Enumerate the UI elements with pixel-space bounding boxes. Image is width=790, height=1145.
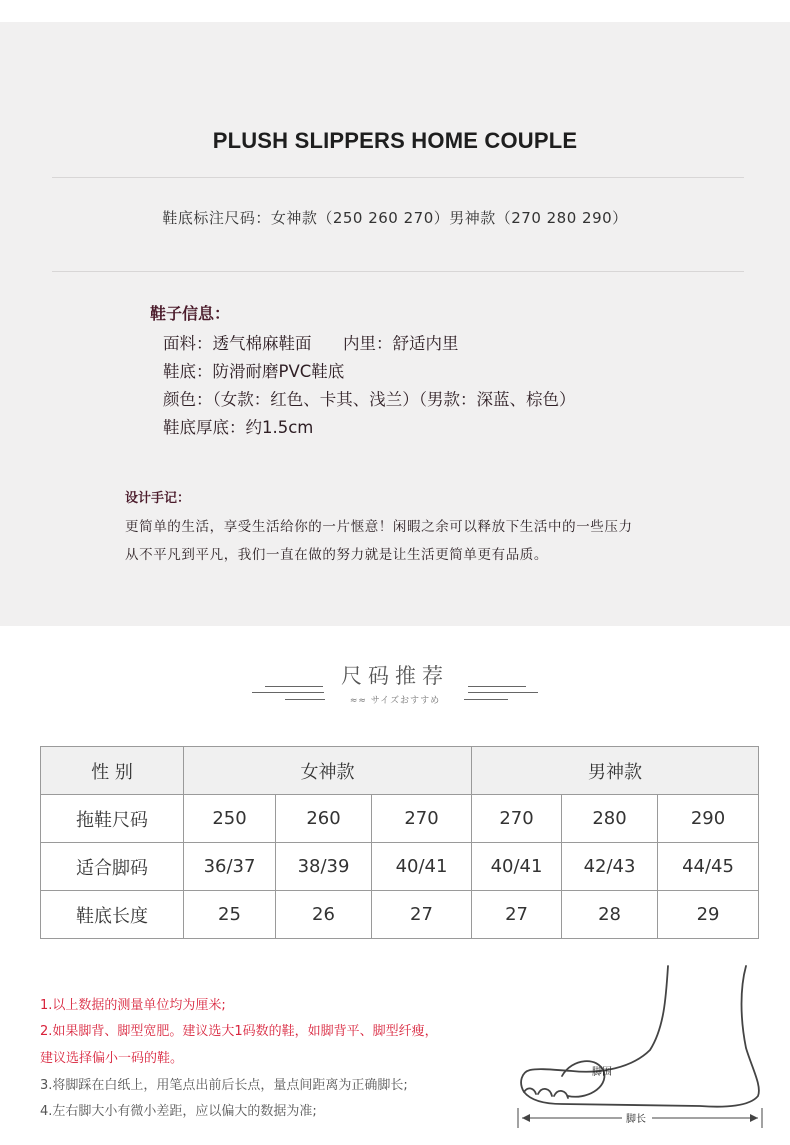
info-panel [0,22,790,626]
page-title: PLUSH SLIPPERS HOME COUPLE [212,128,578,153]
length-label: 脚长 [626,1114,646,1125]
arrow-head-left [522,1114,530,1122]
design-notes-line: 从不平凡到平凡，我们一直在做的努力就是让生活更简单更有品质。 [125,547,548,563]
table-header-cell: 性 别 [41,747,184,795]
table-header-cell: 男神款 [472,747,759,795]
size-table [40,746,759,939]
row-label: 鞋底长度 [41,891,184,939]
table-cell: 260 [276,795,372,843]
decor-line [265,686,323,687]
table-header-cell: 女神款 [184,747,472,795]
size-section-subtitle: ≈≈ サイズおすすめ [349,696,441,706]
table-cell: 38/39 [276,843,372,891]
note-line: 1.以上数据的测量单位均为厘米; [40,998,226,1013]
shoe-info-line: 面料：透气棉麻鞋面 内里：舒适内里 [163,334,459,353]
note-line: 建议选择偏小一码的鞋。 [40,1051,184,1066]
shoe-info-line: 鞋底厚底：约1.5cm [163,418,314,437]
divider [52,271,744,272]
shoe-info-heading: 鞋子信息： [150,304,231,323]
table-cell: 270 [372,795,472,843]
table-cell: 270 [472,795,562,843]
design-notes-line: 更简单的生活，享受生活给你的一片惬意！闲暇之余可以释放下生活中的一些压力 [125,519,633,535]
shoe-info-line: 鞋底：防滑耐磨PVC鞋底 [163,362,345,381]
divider [52,177,744,178]
table-cell: 36/37 [184,843,276,891]
table-cell: 250 [184,795,276,843]
note-line: 2.如果脚背、脚型宽肥。建议选大1码数的鞋，如脚背平、脚型纤瘦， [40,1024,438,1039]
foot-measure-diagram [500,958,770,1138]
table-row [41,891,759,939]
table-cell: 27 [372,891,472,939]
table-cell: 42/43 [562,843,658,891]
table-row [41,843,759,891]
row-label: 拖鞋尺码 [41,795,184,843]
table-cell: 44/45 [658,843,759,891]
note-line: 4.左右脚大小有微小差距，应以偏大的数据为准; [40,1104,317,1119]
table-cell: 40/41 [372,843,472,891]
table-header-row [41,747,759,795]
decor-line [468,686,526,687]
table-cell: 25 [184,891,276,939]
table-cell: 26 [276,891,372,939]
table-cell: 280 [562,795,658,843]
size-label: 鞋底标注尺码：女神款（250 260 270）男神款（270 280 290） [162,209,628,227]
design-notes-heading: 设计手记： [125,491,191,506]
table-cell: 29 [658,891,759,939]
girth-label: 脚围 [592,1067,612,1078]
table-cell: 27 [472,891,562,939]
size-section-title: 尺码推荐 [341,664,449,688]
foot-outline [521,966,759,1107]
table-cell: 28 [562,891,658,939]
foot-toes [524,1088,568,1098]
shoe-info-line: 颜色：（女款：红色、卡其、浅兰）（男款：深蓝、棕色） [163,390,576,409]
note-line: 3.将脚踩在白纸上，用笔点出前后长点，量点间距离为正确脚长; [40,1078,408,1093]
arrow-head-right [750,1114,758,1122]
table-cell: 40/41 [472,843,562,891]
table-cell: 290 [658,795,759,843]
table-row [41,795,759,843]
row-label: 适合脚码 [41,843,184,891]
